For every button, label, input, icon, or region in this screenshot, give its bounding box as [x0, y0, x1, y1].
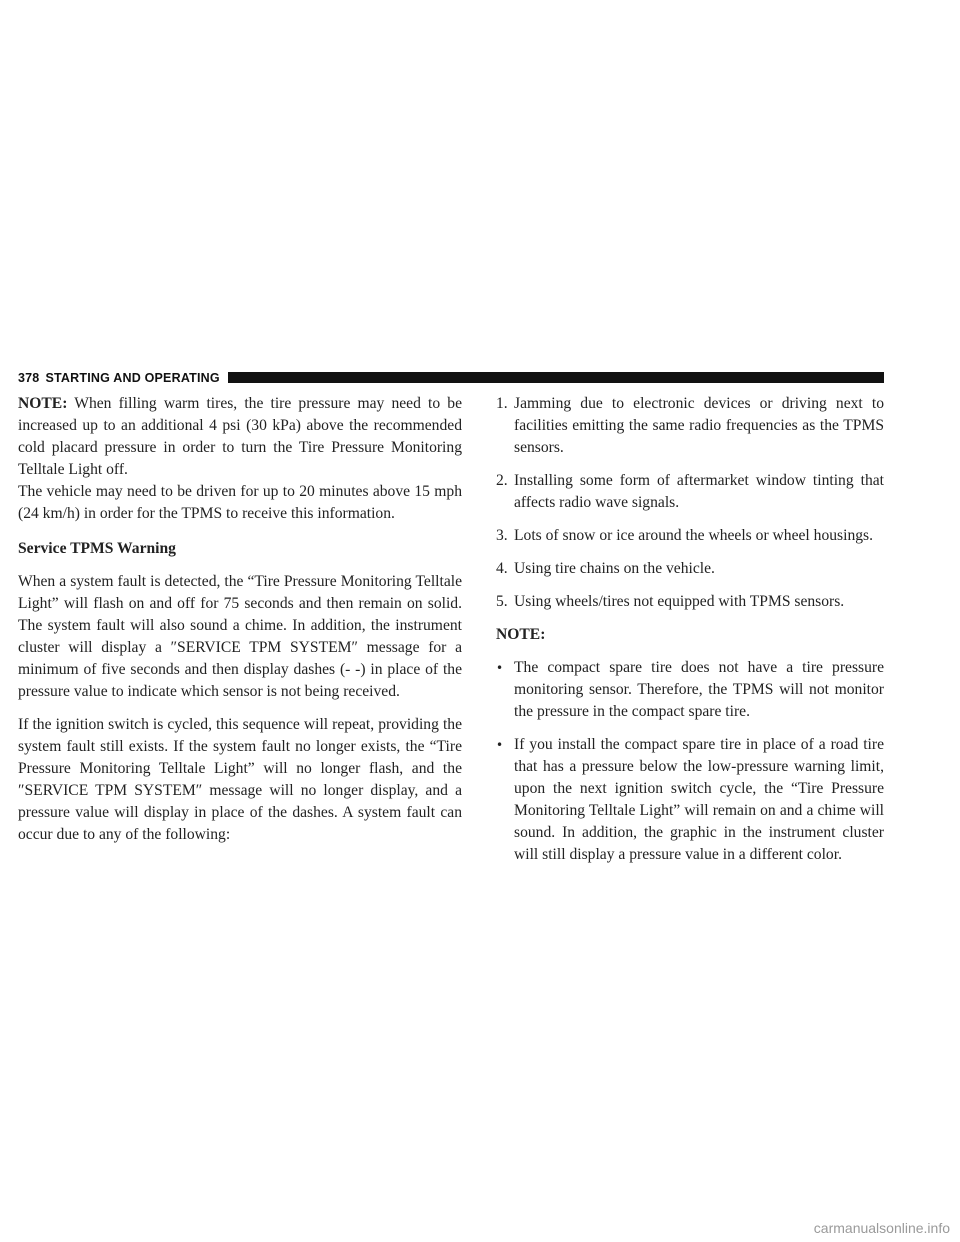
ignition-paragraph: If the ignition switch is cycled, this sequence will repeat, providing the system fault still exists. If the system fault no longer exists, the “Tire Pressure Monitoring Telltale Light” will no longer flash, and the ″SERVICE TPM SYSTEM″ message will no longer display, and a pressure value will display in place of the dashes. A system fault can occur due to any of the following:	[18, 716, 462, 843]
note-heading	[496, 624, 884, 646]
note-heading-label: NOTE:	[496, 626, 546, 643]
page-header	[18, 369, 884, 386]
bullet-dot-icon: •	[496, 661, 504, 675]
list-item-number: 4.	[496, 560, 508, 577]
note-text: When filling warm tires, the tire pressure may need to be increased up to an additional 4 psi (30 kPa) above the recommended cold placard pressure in order to turn the Tire Pressure Monitoring Telltale Light off.	[18, 395, 462, 478]
bullet-text: The compact spare tire does not have a tire pressure monitoring sensor. Therefore, the TPMS will not monitor the pressure in the compact spare tire.	[514, 659, 884, 720]
list-item-text: Using tire chains on the vehicle.	[514, 560, 715, 577]
header-rule	[228, 372, 884, 383]
list-item	[496, 525, 884, 547]
list-item	[496, 470, 884, 514]
list-item	[496, 558, 884, 580]
right-column	[496, 393, 884, 877]
list-item-text: Jamming due to electronic devices or driving next to facilities emitting the same radio frequencies as the TPMS sensors.	[514, 395, 884, 456]
list-item-number: 5.	[496, 593, 508, 610]
fault-paragraph: When a system fault is detected, the “Tire Pressure Monitoring Telltale Light” will flash on and off for 75 seconds and then remain on solid. The system fault will also sound a chime. In addition, the instrument cluster will display a ″SERVICE TPM SYSTEM″ message for a minimum of five seconds and then display dashes (- -) in place of the pressure value to indicate which sensor is not being received.	[18, 573, 462, 700]
bullet-item	[496, 657, 884, 723]
list-item-number: 1.	[496, 395, 508, 412]
bullet-item	[496, 734, 884, 866]
note-label: NOTE:	[18, 395, 68, 412]
section-heading: Service TPMS Warning	[18, 540, 176, 557]
list-item-text: Using wheels/tires not equipped with TPMS sensors.	[514, 593, 845, 610]
note-bullet-list	[496, 657, 884, 866]
watermark: carmanualsonline.info	[813, 1220, 950, 1236]
list-item-text: Installing some form of aftermarket window tinting that affects radio wave signals.	[514, 472, 884, 511]
list-item	[496, 393, 884, 459]
driven-paragraph: The vehicle may need to be driven for up to 20 minutes above 15 mph (24 km/h) in order for the TPMS to receive this information.	[18, 483, 462, 522]
bullet-text: If you install the compact spare tire in place of a road tire that has a pressure below the low-pressure warning limit, upon the next ignition switch cycle, the “Tire Pressure Monitoring Telltale Light” will remain on and a chime will sound. In addition, the graphic in the instrument cluster will still display a pressure value in a different color.	[514, 736, 884, 863]
list-item-number: 3.	[496, 527, 508, 544]
list-item	[496, 591, 884, 613]
fault-causes-list	[496, 393, 884, 613]
list-item-text: Lots of snow or ice around the wheels or wheel housings.	[514, 527, 874, 544]
left-column	[18, 393, 462, 846]
note-paragraph	[18, 393, 462, 481]
header-label	[18, 371, 220, 385]
list-item-number: 2.	[496, 472, 508, 489]
page-number: 378	[18, 370, 40, 385]
bullet-dot-icon: •	[496, 738, 504, 752]
section-title: STARTING AND OPERATING	[45, 370, 220, 385]
